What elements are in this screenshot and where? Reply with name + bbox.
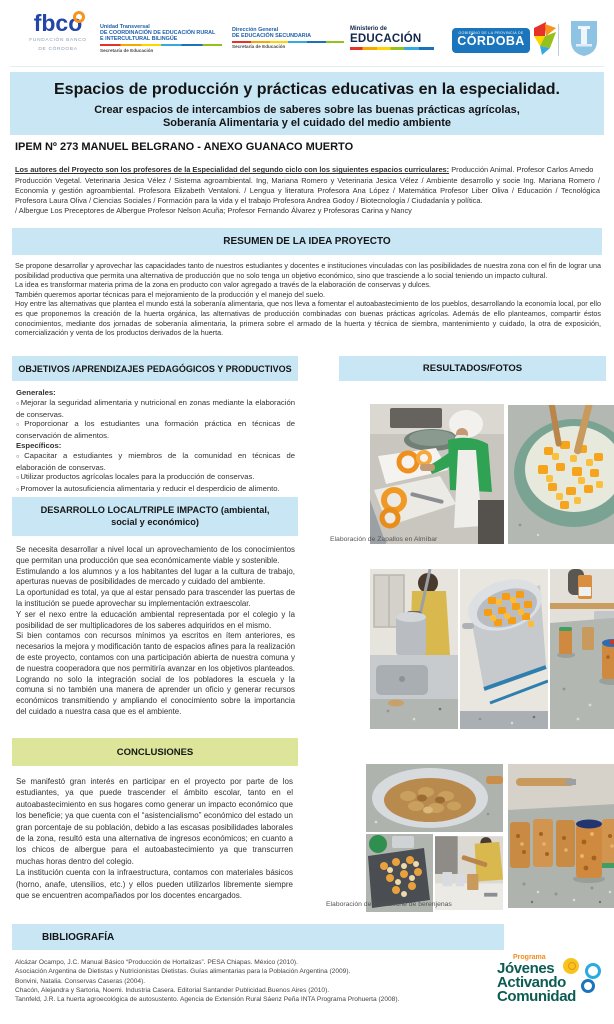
circle-ring-icon — [585, 963, 601, 979]
caption-escabeche: Elaboración de Escabeche de berenjenas — [326, 901, 452, 908]
cordoba-gobierno-logo: GOBIERNO DE LA PROVINCIA DE CÓRDOBA — [452, 24, 556, 58]
fbco-logo — [18, 12, 98, 53]
section-header-bibliografia: BIBLIOGRAFÍA — [12, 924, 504, 950]
logo-strip — [0, 0, 614, 66]
circle-ring-icon — [581, 979, 595, 993]
photo-jars-row — [508, 764, 614, 908]
authors-lead: Los autores del Proyecto son los profesores de la Especialidad del segundo ciclo con los siguientes espacios curriculares: — [15, 165, 450, 175]
fbco-sub2: DE CÓRDOBA — [38, 46, 78, 52]
bibliography-entry: Asociación Argentina de Dietistas y Nutricionistas Dietistas. Guías alimentarias para la Población Argentina (2009). — [15, 968, 351, 976]
cordoba-map-icon — [532, 22, 558, 56]
photo-sink-pot — [370, 569, 458, 729]
authors-paragraph: Los autores del Proyecto son los profesores de la Especialidad del segundo ciclo con los siguientes espacios curriculares: Producción Animal. Profesor Carlos Arnedo Producción Vegetal. Veterinaria Jesica Vélez / Sistema agroambiental. Ing, Mariana Romero y Veterinaria Jesica Vélez / Ambiente desarrollo y socie Ing. Mariana Romero / Economía y gestión agroambiental. Profesora Elizabeth Ventaloni. / Lengua y literatura Profesora Ana López / Matemática Profesor Liber Oliva / Educación / Tecnológica Profesora Laura Oliva / Ciencias Sociales / Formación para la vida y el trabajo Profesora Andrea Godoy / Biotecnología / Ciudadanía y política. / Albergue Los Preceptores de Albergue Profesor Nelson Acuña; Profesor Fernando Álvarez y Profesoras Carina y Nancy — [15, 165, 600, 216]
bibliography-entry: Bonvini, Natalia. Conservas Caseras (2004). — [15, 977, 146, 985]
title-block — [10, 72, 604, 135]
photo-escabeche-pot — [366, 764, 503, 832]
photo-filling-jars — [550, 569, 614, 729]
photo-cutting-zapallos — [370, 404, 504, 544]
photo-pot-squash-cubes — [460, 569, 548, 729]
jovenes-activando-comunidad-logo: Programa Jóvenes Activando Comunidad — [497, 954, 609, 1018]
fbco-sub1: FUNDACIÓN BANCO — [29, 38, 87, 43]
objective-item: ○ Capacitar a estudiantes y miembros de la comunidad en técnicas de elaboración de conservas. — [16, 451, 295, 473]
rainbow-stripe — [232, 41, 344, 43]
objetivos-text: Generales: ○ Mejorar la seguridad alimentaria y nutricional en zonas mediante la elaboración de conservas. ○ Proporcionar a los estudiantes una formación práctica en técnicas de conservación de alimentos. Específicos: ○ Capacitar a estudiantes y miembros de la comunidad en técnicas de elaboración de conservas. ○ Utilizar productos agrícolas locales para la producción de conservas. ○ Promover la autosuficiencia alimentaria y reducir el desperdicio de alimento. — [16, 388, 295, 496]
municipal-shield-icon — [568, 18, 600, 58]
resumen-text: Se propone desarrollar y aprovechar las capacidades tanto de nuestros estudiantes y docentes e instituciones vinculadas con las posibilidades de nuestra zona con el fin de lograr una posibilidad productiva que permita una alternativa de producción que no solo tenga un objetivo económico, sino que trasciende a lo social teniendo un impacto cultural. La idea es transformar materia prima de la zona en producto con valor agregado a través de la elaboración de conservas y dulces. También queremos aportar técnicas para el mejoramiento de la producción y el manejo del suelo. Hoy entre las alternativas que plantea el mundo está la soberanía alimentaria, que nos lleva a fomentar el autoabastecimiento de los pueblos, desarrollando la economía local, por ello es que proponemos la creación de la huerta orgánica, las alternativas de producción combinadas con buenas prácticas agrícolas. Además de ello planteamos, compartir éstos conocimientos, mediante dos jornadas de soberanía alimentaria, la primera sobre el armado de la huerta y técnica de siembra, mantenimiento y cuidado, la otra de exposición, comercialización y venta de los productos derivados de la huerta. — [15, 261, 601, 338]
section-header-desarrollo: DESARROLLO LOCAL/TRIPLE IMPACTO (ambiental, social y económico) — [12, 497, 298, 536]
section-header-resumen: RESUMEN DE LA IDEA PROYECTO — [12, 228, 602, 255]
header-divider — [558, 24, 559, 56]
header-rule — [10, 66, 604, 67]
conclusiones-text: Se manifestó gran interés en participar en el proyecto por parte de los estudiantes, ya que puede trascender el ámbito escolar, tanto en el autoabastecimiento en sus hogares como generar un impacto económico que los beneficie; ya que cuenta con el “asistencialismo” económico del estado un gran porcentaje de su población, debido a las escasas posibilidades laborales de la zona, resultó esta una alternativa de ingresos económicos; en cuanto a los chicos de albergue para el autoabastecimiento ya que transcurren muchas horas dentro del colegio. La institución cuenta con la infraestructura, contamos con materiales básicos (horno, anafe, utensilios, etc.) y ellos pueden utilizarlos libremente siempre que se encuentren acompañados por los docentes encargados. — [16, 777, 293, 901]
bibliography-entry: Tannfeld, J.R. La huerta agroecológica de autosustento. Agencia de Extensión Rural Sáenz Peña INTA Programa Prohuerta (2008). — [15, 996, 400, 1004]
bibliography-entry: Chacón, Alejandra y Sartoria, Noemi. Industria Casera. Editorial Santander Publicidad.Buenos Aires (2010). — [15, 986, 330, 994]
rainbow-stripe — [100, 44, 222, 46]
fbco-wordmark: fbco — [33, 10, 83, 36]
caption-zapallos: Elaboración de Zapallos en Almíbar — [330, 536, 438, 543]
section-header-conclusiones: CONCLUSIONES — [12, 738, 298, 766]
objective-item: ○ Proporcionar a los estudiantes una formación práctica en técnicas de conservación de alimentos. — [16, 419, 295, 441]
section-header-objetivos: OBJETIVOS /APRENDIZAJES PEDAGÓGICOS Y PRODUCTIVOS — [12, 356, 298, 381]
bibliography-entry: Alcázar Ocampo, J.C. Manual Básico “Producción de Hortalizas”. PESA Chiapas. México (2010). — [15, 959, 298, 966]
ministerio-educacion-logo: Ministerio de EDUCACIÓN — [350, 26, 438, 50]
rainbow-stripe — [350, 47, 434, 50]
school-title: IPEM Nº 273 MANUEL BELGRANO - ANEXO GUANACO MUERTO — [15, 141, 354, 153]
photo-zapallos-en-almibar-bowl — [508, 405, 614, 544]
desarrollo-text: Se necesita desarrollar a nivel local un aprovechamiento de los conocimientos que permitan una producción que sea económicamente viable y sostenible. Estimulando a los alumnos y a los habitantes del lugar a la cultura de trabajo, aperturas nuevas de posibilidades de mercado y cuidado del ambiente. La oportunidad es total, ya que al estar pensado para trascender las puertas de la institución se puede aprovechar su implementación extraescolar. Y ser el nexo entre la educación ambiental representada por el colegio y la posibilidad de ser multiplicadores de los saberes adquiridos en el mismo. Si bien contamos con recursos mínimos ya escritos en ítem anteriores, es necesarios la mejora y modificación tanto de espacios afines para la realización de este proyecto, contamos con una participación abierta de nuestra comuna y de nuestra cooperadora que nos permitiría avanzar en los objetivos planteados. Logrando no solo la integración social de los pobladores la escuela y la comuna si no también una manera de aprender un oficio y generar recursos económicos transmitiendo y ampliando el conocimiento sobre la importancia del cuidado a nuestra casa que es el ambiente. — [16, 545, 295, 716]
poster-title: Espacios de producción y prácticas educativas en la especialidad. — [54, 81, 560, 98]
objective-item: ○ Mejorar la seguridad alimentaria y nutricional en zonas mediante la elaboración de conservas. — [16, 398, 295, 420]
direccion-secundaria-logo: Dirección General DE EDUCACIÓN SECUNDARIA Secretaría de Educación — [232, 27, 344, 49]
bibliography-list — [15, 958, 465, 1004]
section-header-resultados: RESULTADOS/FOTOS — [339, 356, 606, 381]
unidad-transversal-logo: Unidad Transversal DE COORDINACIÓN DE EDUCACIÓN RURAL E INTERCULTURAL BILINGÜE Secretaría de Educación — [100, 24, 222, 53]
objective-item: ○ Promover la autosuficiencia alimentaria y reducir el desperdicio de alimento. — [16, 484, 295, 496]
objective-item: ○ Utilizar productos agrícolas locales para la producción de conservas. — [16, 472, 295, 484]
poster-subtitle: Crear espacios de intercambios de saberes sobre las buenas prácticas agrícolas, Soberanía Alimentaria y el cuidado del medio ambiente — [94, 104, 520, 129]
lightbulb-icon — [563, 958, 579, 974]
